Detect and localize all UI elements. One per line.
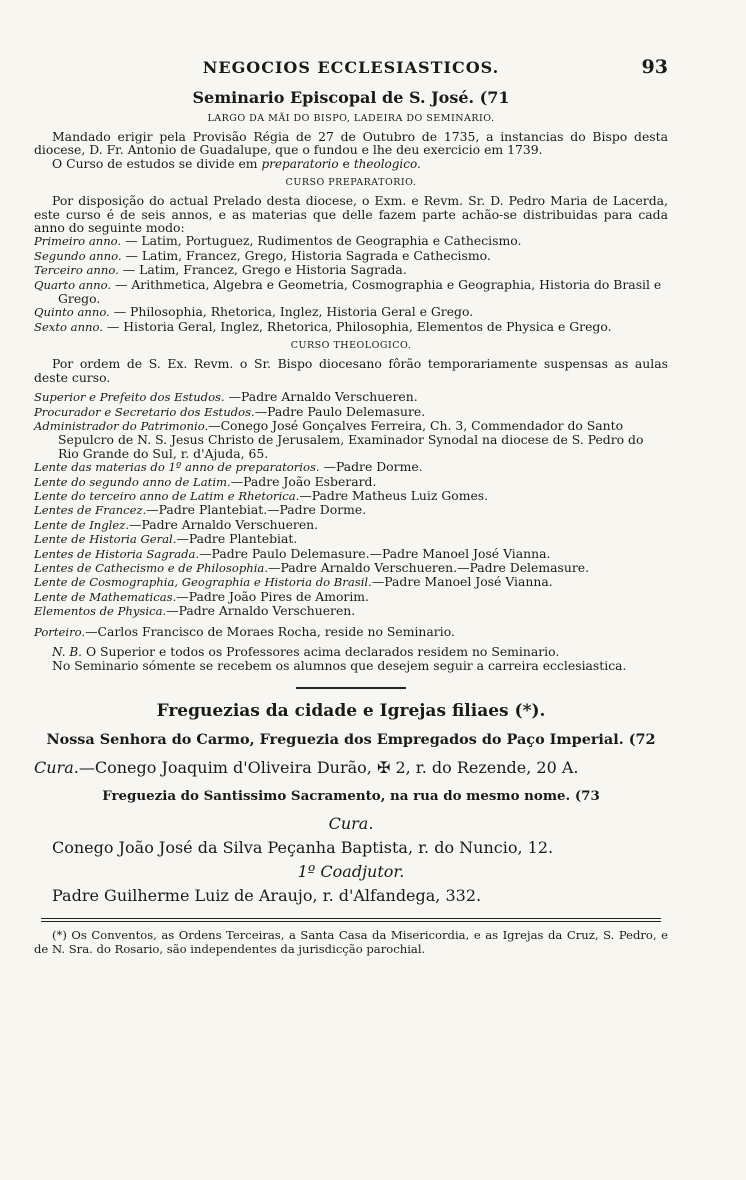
staff-role: Procurador e Secretario dos Estudos. — [34, 404, 255, 419]
year-item — [34, 249, 668, 263]
years-list — [34, 234, 668, 334]
year-label: Primeiro anno. — [34, 234, 122, 249]
section-divider — [296, 687, 406, 689]
staff-role: Lente do segundo anno de Latim. — [34, 474, 231, 489]
year-text: — Arithmetica, Algebra e Geometria, Cosmographia e Geographia, Historia do Brasil e Grego. — [58, 276, 662, 307]
staff-item — [34, 405, 668, 419]
staff-item — [34, 604, 668, 618]
staff-item — [34, 419, 668, 460]
staff-item — [34, 590, 668, 604]
staff-item — [34, 460, 668, 474]
staff-role: Elementos de Physica. — [34, 604, 167, 619]
staff-item — [34, 547, 668, 561]
porteiro-role: Porteiro. — [34, 624, 86, 639]
year-item — [34, 263, 668, 277]
staff-text: —Padre Matheus Luiz Gomes. — [299, 487, 489, 503]
staff-text: —Padre João Pires de Amorim. — [176, 588, 369, 604]
staff-text: —Padre Arnaldo Verschueren. — [129, 516, 319, 532]
staff-role: Lente de Cosmographia, Geographia e Historia do Brasil. — [34, 575, 372, 590]
year-item — [34, 305, 668, 319]
prep-heading: CURSO PREPARATORIO. — [285, 177, 417, 189]
staff-item — [34, 475, 668, 489]
year-label: Segundo anno. — [34, 248, 122, 263]
staff-role: Lente de Mathematicas. — [34, 589, 177, 604]
staff-role: Lente das materias do 1º anno de preparatorios. — [34, 460, 320, 475]
seminario-title: Seminario Episcopal de S. José. (71 — [192, 88, 510, 107]
seminario-paragraph-5: No Seminario sómente se recebem os alumnos que desejem seguir a carreira ecclesiastica. — [52, 658, 627, 674]
staff-item — [34, 561, 668, 575]
year-label: Terceiro anno. — [34, 263, 119, 278]
carmo-cura-label: Cura. — [34, 757, 79, 777]
p2-text-a: O Curso de estudos se divide em — [52, 155, 262, 171]
staff-role: Administrador do Patrimonio. — [34, 418, 209, 433]
year-text: — Philosophia, Rhetorica, Inglez, Historia Geral e Grego. — [109, 304, 474, 320]
staff-role: Lentes de Cathecismo e de Philosophia. — [34, 560, 269, 575]
staff-role: Lente de Historia Geral. — [34, 532, 177, 547]
staff-list — [34, 390, 668, 619]
staff-text: —Padre Arnaldo Verschueren.—Padre Delemasure. — [268, 559, 590, 575]
staff-item — [34, 532, 668, 546]
staff-text: —Padre Paulo Delemasure. — [254, 403, 426, 419]
carmo-heading: Nossa Senhora do Carmo, Freguezia dos Empregados do Paço Imperial. (72 — [46, 730, 656, 748]
year-label: Quarto anno. — [34, 277, 112, 292]
year-label: Sexto anno. — [34, 319, 103, 334]
staff-text: —Padre Manoel José Vianna. — [371, 574, 553, 590]
staff-text: —Padre Plantebiat.—Padre Dorme. — [146, 502, 367, 518]
staff-text: —Conego José Gonçalves Ferreira, Ch. 3, Commendador do Santo Sepulcro de N. S. Jesus Christo de Jerusalem, Examinador Synodal na diocese de S. Pedro do Rio Grande do Sul, r. d'Ajuda, 65. — [58, 417, 644, 461]
running-title: NEGOCIOS ECCLESIASTICOS. — [202, 58, 500, 77]
year-item — [34, 234, 668, 248]
nb-label: N. B. — [52, 645, 82, 659]
staff-text: —Padre Dorme. — [319, 459, 423, 475]
year-text: — Latim, Portuguez, Rudimentos de Geographia e Cathecismo. — [121, 233, 522, 249]
staff-text: —Padre Plantebiat. — [176, 531, 298, 547]
nb-text: O Superior e todos os Professores acima declarados residem no Seminario. — [82, 644, 560, 659]
porteiro-item — [34, 625, 668, 639]
p2-italic-1: preparatorio — [261, 156, 339, 171]
carmo-cura — [34, 756, 668, 780]
seminario-paragraph-4: Por ordem de S. Ex. Revm. o Sr. Bispo diocesano fôrão temporariamente suspensas as aulas deste curso. — [34, 356, 668, 385]
seminario-paragraph-1: Mandado erigir pela Provisão Régia de 27 de Outubro de 1735, a instancias do Bispo desta diocese, D. Fr. Antonio de Guadalupe, que o fundou e lhe deu exercicio em 1739. — [34, 129, 668, 158]
staff-role: Superior e Prefeito dos Estudos. — [34, 390, 225, 405]
year-item — [34, 320, 668, 334]
staff-role: Lentes de Historia Sagrada. — [34, 546, 200, 561]
document-page — [34, 58, 668, 956]
year-text: — Historia Geral, Inglez, Rhetorica, Philosophia, Elementos de Physica e Grego. — [102, 318, 612, 334]
seminario-paragraph-3: Por disposição do actual Prelado desta diocese, o Exm. e Revm. Sr. D. Pedro Maria de Lacerda, este curso é de seis annos, e as materias que delle fazem parte achão-se distribuidas para cada anno do seguinte modo: — [34, 193, 668, 236]
seminario-address: LARGO DA MÃI DO BISPO, LADEIRA DO SEMINARIO. — [207, 113, 495, 124]
porteiro-text: —Carlos Francisco de Moraes Rocha, reside no Seminario. — [85, 623, 455, 639]
staff-text: —Padre Arnaldo Verschueren. — [224, 389, 418, 405]
theo-heading: CURSO THEOLOGICO. — [290, 340, 412, 352]
staff-item — [34, 575, 668, 589]
staff-role: Lente de Inglez. — [34, 517, 130, 532]
sacramento-heading: Freguezia do Santissimo Sacramento, na rua do mesmo nome. (73 — [102, 787, 600, 804]
staff-role: Lentes de Francez. — [34, 503, 147, 518]
footnote-divider — [41, 918, 661, 922]
carmo-cura-text: —Conego Joaquim d'Oliveira Durão, ✠ 2, r. do Rezende, 20 A. — [78, 757, 579, 777]
nota-bene — [34, 645, 668, 659]
year-text: — Latim, Francez, Grego e Historia Sagrada. — [118, 262, 407, 278]
staff-item — [34, 518, 668, 532]
sacramento-cura-label: Cura. — [328, 813, 374, 833]
year-item — [34, 278, 668, 306]
staff-item — [34, 390, 668, 404]
p2-italic-2: theologico. — [353, 156, 421, 171]
footnote: (*) Os Conventos, as Ordens Terceiras, a Santa Casa da Misericordia, e as Igrejas da Cruz, S. Pedro, e de N. Sra. do Rosario, são independentes da jurisdicção parochial. — [34, 927, 668, 956]
seminario-paragraph-2 — [34, 157, 668, 171]
staff-text: —Padre Arnaldo Verschueren. — [166, 603, 356, 619]
p2-text-b: e — [338, 155, 354, 171]
freguezias-title: Freguezias da cidade e Igrejas filiaes (*). — [156, 700, 546, 721]
year-text: — Latim, Francez, Grego, Historia Sagrada e Cathecismo. — [121, 247, 491, 263]
staff-role: Lente do terceiro anno de Latim e Rhetorica. — [34, 488, 300, 503]
staff-text: —Padre Paulo Delemasure.—Padre Manoel José Vianna. — [199, 545, 551, 561]
coadjutor-label: 1º Coadjutor. — [297, 861, 405, 881]
staff-item — [34, 489, 668, 503]
sacramento-cura-name: Conego João José da Silva Peçanha Baptista, r. do Nuncio, 12. — [52, 837, 554, 857]
staff-text: —Padre João Esberard. — [230, 473, 377, 489]
coadjutor-name: Padre Guilherme Luiz de Araujo, r. d'Alfandega, 332. — [52, 885, 482, 905]
year-label: Quinto anno. — [34, 305, 110, 320]
staff-item — [34, 503, 668, 517]
running-header — [34, 58, 668, 88]
page-number: 93 — [641, 56, 668, 78]
